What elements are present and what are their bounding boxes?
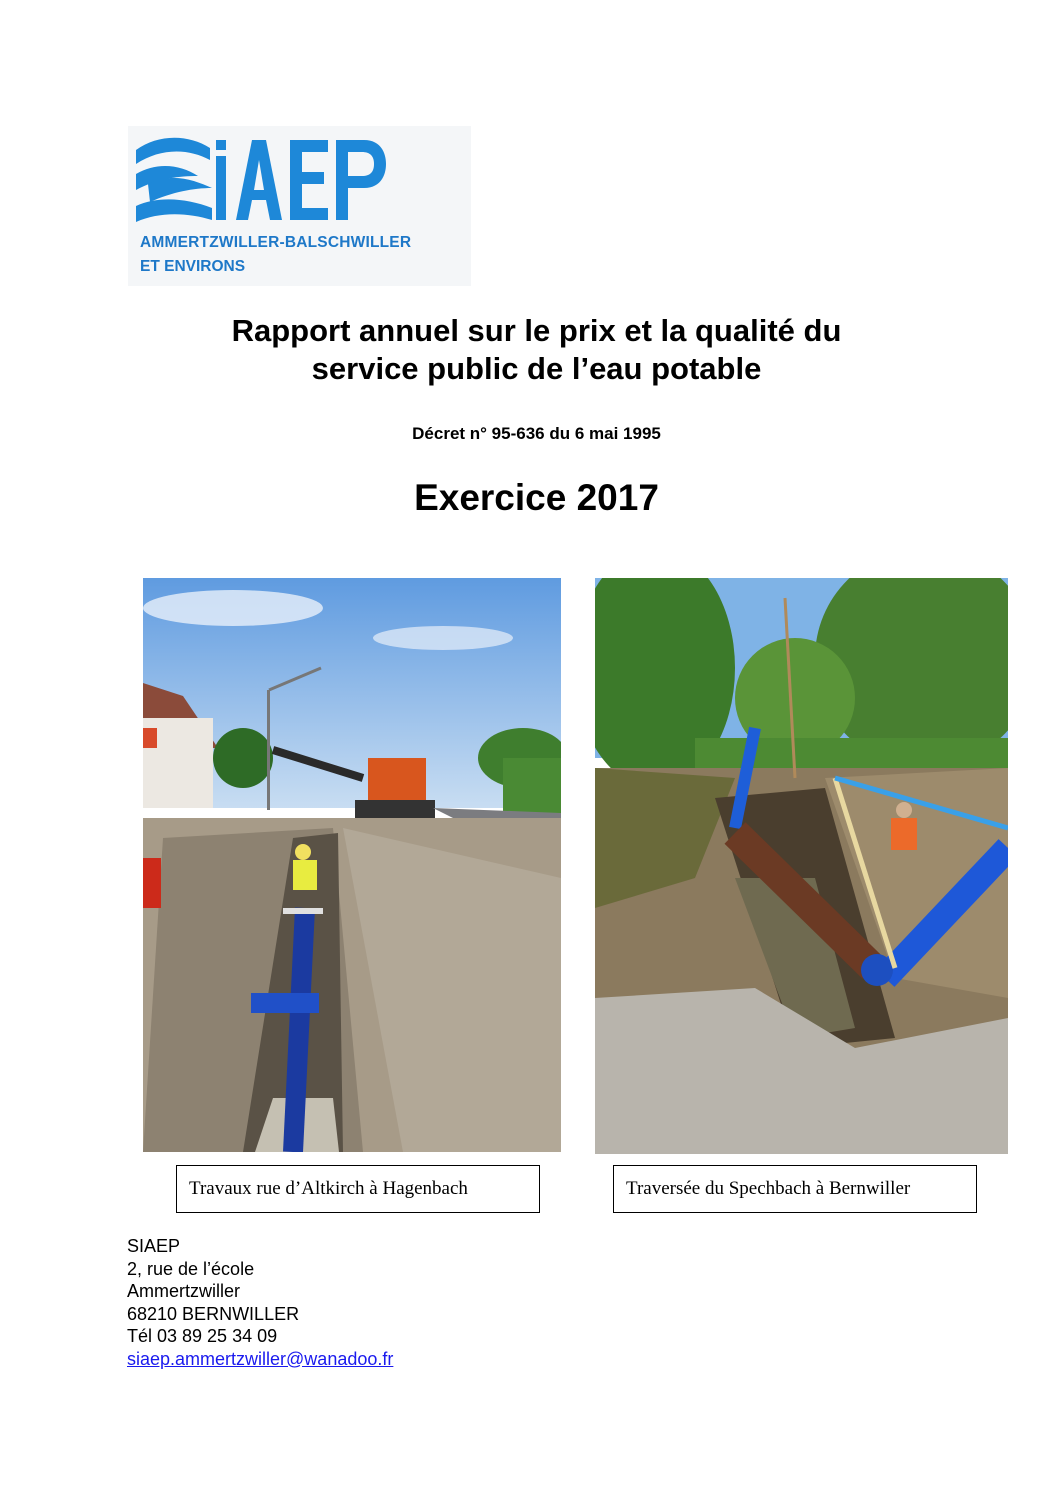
- address-locality: Ammertzwiller: [127, 1281, 241, 1301]
- exercice-year: Exercice 2017: [414, 477, 659, 518]
- address-street: 2, rue de l’école: [127, 1258, 255, 1279]
- caption-hagenbach: Travaux rue d’Altkirch à Hagenbach: [176, 1165, 540, 1213]
- logo-subtitle-line2: ET ENVIRONS: [140, 258, 246, 275]
- decree-reference: Décret n° 95-636 du 6 mai 1995: [412, 424, 661, 443]
- report-title-line1: Rapport annuel sur le prix et la qualité du: [231, 313, 842, 348]
- address-org: SIAEP: [127, 1236, 181, 1256]
- siaep-logo: [128, 126, 471, 286]
- report-title-line2: service public de l’eau potable: [311, 351, 762, 386]
- photo-hagenbach-works: [143, 578, 561, 1152]
- photo-spechbach-crossing: [595, 578, 1008, 1154]
- address-city: 68210 BERNWILLER: [127, 1303, 300, 1324]
- email-link[interactable]: siaep.ammertzwiller@wanadoo.fr: [127, 1348, 394, 1369]
- caption-bernwiller: Traversée du Spechbach à Bernwiller: [613, 1165, 977, 1213]
- report-title: [130, 312, 943, 388]
- logo-subtitle-line1: AMMERTZWILLER-BALSCHWILLER: [140, 234, 412, 251]
- address-phone: Tél 03 89 25 34 09: [127, 1326, 278, 1346]
- contact-address: [127, 1235, 393, 1370]
